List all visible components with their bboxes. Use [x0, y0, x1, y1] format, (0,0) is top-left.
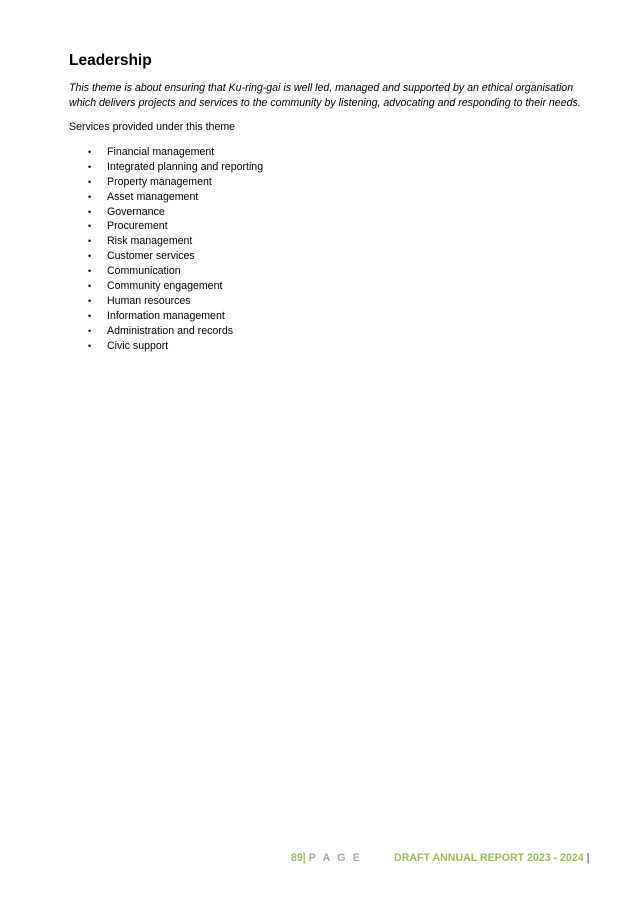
- bullet-icon: •: [88, 266, 92, 277]
- bullet-icon: •: [88, 191, 92, 202]
- list-item-label: Administration and records: [107, 324, 234, 337]
- bullet-icon: •: [88, 147, 92, 157]
- list-item-label: Information management: [107, 309, 225, 322]
- theme-intro-paragraph: This theme is about ensuring that Ku-ring-gai is well led, managed and supported by an ethical organisation which delivers projects and services to the community by listening, advocating and responding to their needs.: [69, 82, 581, 109]
- bullet-icon: •: [88, 161, 92, 172]
- list-item: [84, 145, 263, 160]
- list-item-label: Financial management: [107, 146, 215, 158]
- bullet-icon: •: [88, 281, 92, 292]
- list-item: [84, 279, 263, 294]
- bullet-icon: •: [88, 310, 92, 321]
- services-label: Services provided under this theme: [69, 121, 236, 133]
- list-item-label: Civic support: [107, 339, 169, 352]
- list-item: [84, 175, 263, 190]
- list-item: [84, 234, 263, 249]
- bullet-icon: •: [88, 176, 92, 187]
- list-item: [84, 324, 263, 339]
- list-item: [84, 249, 263, 264]
- list-item: [84, 339, 263, 354]
- list-item: [84, 309, 263, 324]
- list-item: [84, 264, 263, 279]
- list-item-label: Procurement: [107, 220, 168, 233]
- section-heading: Leadership: [69, 52, 152, 69]
- bullet-icon: •: [88, 221, 92, 232]
- bullet-icon: •: [88, 295, 92, 306]
- footer-separator: |: [302, 852, 306, 864]
- page-footer: [291, 851, 590, 865]
- list-item-label: Asset management: [107, 190, 199, 203]
- list-item-label: Human resources: [107, 294, 191, 307]
- bullet-icon: •: [88, 251, 92, 262]
- list-item: [84, 294, 263, 309]
- list-item-label: Governance: [107, 205, 165, 218]
- footer-end-separator: |: [586, 852, 590, 864]
- list-item-label: Communication: [107, 265, 181, 278]
- list-item-label: Property management: [107, 175, 212, 188]
- list-item-label: Risk management: [107, 235, 193, 248]
- page-number: 89: [291, 852, 303, 864]
- bullet-icon: •: [88, 340, 92, 351]
- list-item: [84, 219, 263, 234]
- list-item-label: Integrated planning and reporting: [107, 160, 264, 173]
- list-item-label: Community engagement: [107, 280, 223, 293]
- list-item-label: Customer services: [107, 250, 195, 263]
- bullet-icon: •: [88, 236, 92, 247]
- bullet-icon: •: [88, 325, 92, 336]
- report-title: DRAFT ANNUAL REPORT 2023 - 2024: [394, 852, 584, 864]
- page-word: P A G E: [308, 852, 363, 864]
- list-item: [84, 205, 263, 220]
- list-item: [84, 190, 263, 205]
- bullet-icon: •: [88, 206, 92, 217]
- services-list: [84, 145, 263, 353]
- list-item: [84, 160, 263, 175]
